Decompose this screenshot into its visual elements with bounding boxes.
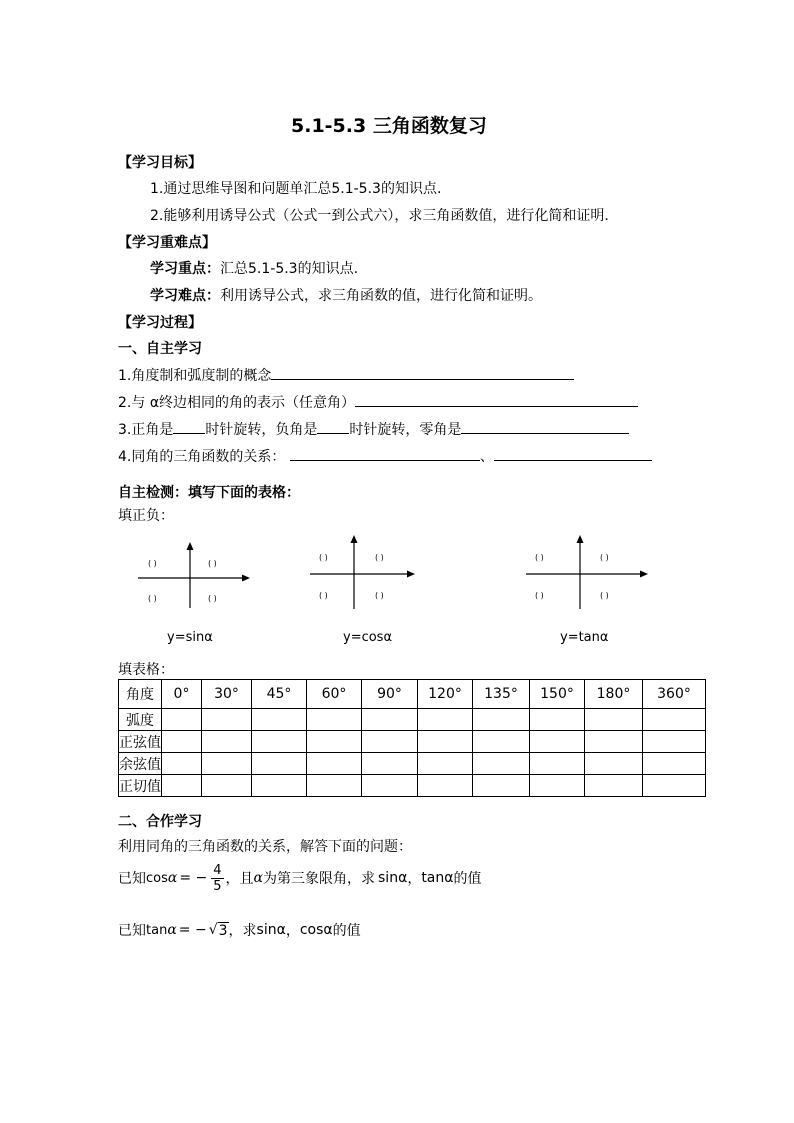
table-row: [119, 775, 706, 797]
problem-2: [118, 918, 361, 942]
answer-cell[interactable]: [418, 731, 473, 753]
cos-q3-bracket[interactable]: ( ): [319, 591, 328, 600]
question-2-pre: 2.与: [118, 395, 146, 411]
cos-q2-bracket[interactable]: ( ): [319, 553, 328, 562]
answer-cell[interactable]: [162, 775, 202, 797]
problem-1-alpha: α: [167, 870, 178, 886]
question-4: [118, 445, 652, 466]
row-label: 正切值: [119, 775, 162, 797]
problem-2-pre: 已知: [118, 923, 146, 939]
answer-blank-3a[interactable]: [173, 418, 205, 434]
question-2-post: 终边相同的角的表示（任意角）: [159, 395, 356, 411]
problem-1-post: 为第三象限角，求: [263, 871, 376, 887]
answer-cell[interactable]: [530, 775, 585, 797]
problem-2-mid: ，求: [228, 923, 257, 939]
answer-cell[interactable]: [162, 731, 202, 753]
answer-cell[interactable]: [585, 753, 643, 775]
fraction-denominator: 5: [213, 878, 222, 894]
problem-2-root: 3: [218, 922, 228, 939]
problem-1: [118, 858, 481, 898]
problem-1-cos: cos: [146, 870, 168, 886]
tan-graph-label: y=tanα: [560, 630, 609, 645]
answer-cell[interactable]: [643, 753, 706, 775]
answer-cell[interactable]: [643, 709, 706, 731]
answer-cell[interactable]: [162, 753, 202, 775]
answer-cell[interactable]: [307, 731, 362, 753]
answer-cell[interactable]: [643, 775, 706, 797]
problem-2-sin: sinα: [256, 922, 286, 938]
question-4-sep: 、: [479, 449, 494, 465]
answer-blank-2[interactable]: [355, 391, 638, 407]
answer-blank-4b[interactable]: [494, 445, 652, 461]
answer-cell[interactable]: [202, 731, 252, 753]
row-label: 弧度: [119, 709, 162, 731]
answer-cell[interactable]: [530, 753, 585, 775]
process-heading: 【学习过程】: [118, 315, 202, 331]
cos-graph-label: y=cosα: [343, 630, 393, 645]
trig-value-table: [118, 679, 706, 797]
problem-2-tan: tan: [146, 922, 168, 938]
question-3-c: 时针旋转，零角是: [349, 422, 462, 438]
answer-cell[interactable]: [473, 731, 530, 753]
tan-q4-bracket[interactable]: ( ): [600, 591, 609, 600]
keypoints-heading: 【学习重难点】: [118, 235, 216, 251]
answer-cell[interactable]: [362, 775, 418, 797]
question-3-b: 时针旋转，负角是: [205, 422, 318, 438]
problem-2-eq: = −: [178, 922, 207, 938]
header-cell: 60°: [307, 680, 362, 709]
header-cell: 45°: [252, 680, 307, 709]
focus-label: 学习重点：: [150, 261, 220, 277]
sin-q4-bracket[interactable]: ( ): [208, 594, 217, 603]
answer-cell[interactable]: [530, 731, 585, 753]
row-label: 正弦值: [119, 731, 162, 753]
table-row: [119, 731, 706, 753]
answer-blank-3c[interactable]: [461, 418, 629, 434]
problem-1-pre: 已知: [118, 871, 146, 887]
section2-heading: 二、合作学习: [118, 814, 202, 830]
answer-cell[interactable]: [418, 775, 473, 797]
answer-blank-1[interactable]: [271, 364, 574, 380]
answer-cell[interactable]: [252, 753, 307, 775]
fraction-numerator: 4: [213, 862, 222, 878]
answer-cell[interactable]: [473, 753, 530, 775]
answer-cell[interactable]: [362, 731, 418, 753]
answer-cell[interactable]: [418, 709, 473, 731]
sin-q3-bracket[interactable]: ( ): [148, 594, 157, 603]
table-row: [119, 753, 706, 775]
problem-1-alpha-2: α: [253, 870, 264, 886]
question-3: [118, 418, 629, 439]
answer-cell[interactable]: [530, 709, 585, 731]
header-cell: 120°: [418, 680, 473, 709]
answer-cell[interactable]: [307, 775, 362, 797]
answer-cell[interactable]: [252, 709, 307, 731]
answer-cell[interactable]: [643, 731, 706, 753]
problem-1-mid: ，且: [225, 871, 254, 887]
problem-1-tan: tanα: [421, 870, 454, 886]
answer-blank-3b[interactable]: [317, 418, 349, 434]
row-label: 余弦值: [119, 753, 162, 775]
tan-q2-bracket[interactable]: ( ): [535, 553, 544, 562]
sin-q1-bracket[interactable]: ( ): [208, 559, 217, 568]
header-cell: 360°: [643, 680, 706, 709]
header-cell: 角度: [119, 680, 162, 709]
answer-cell[interactable]: [362, 709, 418, 731]
cos-sign-axes: [305, 533, 415, 610]
tan-q1-bracket[interactable]: ( ): [600, 553, 609, 562]
answer-cell[interactable]: [362, 753, 418, 775]
page-title: 5.1-5.3 三角函数复习: [291, 115, 487, 137]
problem-2-comma: ，: [285, 923, 300, 939]
answer-cell[interactable]: [252, 731, 307, 753]
header-cell: 90°: [362, 680, 418, 709]
answer-cell[interactable]: [307, 753, 362, 775]
answer-cell[interactable]: [473, 709, 530, 731]
section1-heading: 一、自主学习: [118, 341, 202, 357]
problem-2-end: 的值: [332, 923, 361, 939]
tan-sign-axes: [522, 533, 648, 610]
answer-cell[interactable]: [473, 775, 530, 797]
question-2-alpha: α: [149, 395, 160, 411]
answer-cell[interactable]: [585, 709, 643, 731]
selfcheck-heading: 自主检测：填写下面的表格：: [118, 485, 300, 501]
table-header-row: [119, 680, 706, 709]
cos-q1-bracket[interactable]: ( ): [375, 553, 384, 562]
question-2: [118, 391, 638, 412]
problem-1-eq: = −: [179, 870, 208, 886]
answer-cell[interactable]: [585, 775, 643, 797]
header-cell: 180°: [585, 680, 643, 709]
sin-q2-bracket[interactable]: ( ): [148, 559, 157, 568]
question-4-text: 4.同角的三角函数的关系：: [118, 449, 286, 465]
objective-item-2: 2.能够利用诱导公式（公式一到公式六），求三角函数值，进行化简和证明.: [150, 208, 609, 224]
answer-cell[interactable]: [307, 709, 362, 731]
answer-cell[interactable]: [202, 709, 252, 731]
problem-1-end: 的值: [453, 871, 482, 887]
answer-cell[interactable]: [202, 753, 252, 775]
sign-label: 填正负：: [118, 508, 174, 524]
problem-2-cos: cosα: [299, 922, 333, 938]
sin-graph-label: y=sinα: [167, 630, 213, 645]
question-1: [118, 364, 574, 385]
difficulty-label: 学习难点：: [150, 288, 220, 304]
problem-2-alpha: α: [167, 922, 177, 938]
sqrt-symbol: √: [208, 922, 218, 938]
answer-cell[interactable]: [202, 775, 252, 797]
answer-cell[interactable]: [585, 731, 643, 753]
question-1-text: 1.角度制和弧度制的概念: [118, 368, 272, 384]
header-cell: 150°: [530, 680, 585, 709]
problem-1-sin: sinα: [378, 870, 408, 886]
objective-item-1: 1.通过思维导图和问题单汇总5.1-5.3的知识点.: [150, 181, 442, 197]
cos-q4-bracket[interactable]: ( ): [375, 591, 384, 600]
table-label: 填表格：: [118, 662, 174, 678]
focus-text: 汇总5.1-5.3的知识点.: [220, 261, 359, 277]
tan-q3-bracket[interactable]: ( ): [535, 591, 544, 600]
objectives-heading: 【学习目标】: [118, 155, 202, 171]
answer-cell[interactable]: [162, 709, 202, 731]
section2-intro: 利用同角的三角函数的关系，解答下面的问题：: [118, 839, 412, 855]
answer-cell[interactable]: [418, 753, 473, 775]
sin-sign-axes: [138, 540, 250, 610]
focus-line: [150, 258, 358, 278]
header-cell: 30°: [202, 680, 252, 709]
header-cell: 135°: [473, 680, 530, 709]
answer-cell[interactable]: [252, 775, 307, 797]
table-row: [119, 709, 706, 731]
problem-1-comma: ，: [407, 871, 422, 887]
header-cell: 0°: [162, 680, 202, 709]
problem-1-fraction: [211, 863, 223, 894]
difficulty-line: [150, 285, 542, 305]
answer-blank-4a[interactable]: [290, 445, 480, 461]
question-3-a: 3.正角是: [118, 422, 174, 438]
difficulty-text: 利用诱导公式，求三角函数的值，进行化简和证明。: [220, 288, 542, 304]
